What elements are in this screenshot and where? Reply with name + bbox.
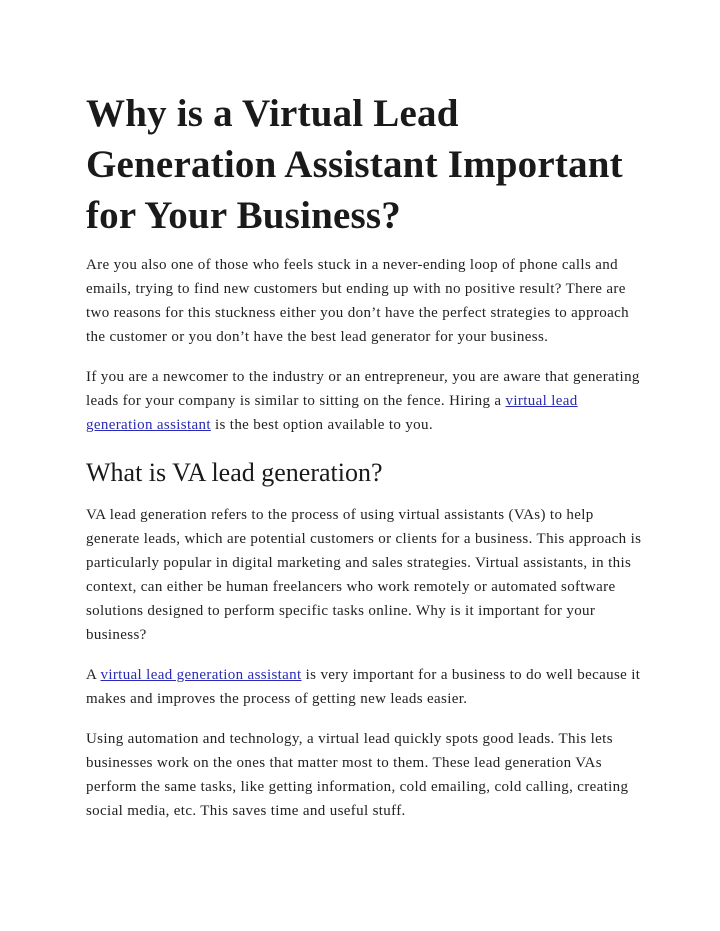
paragraph-hiring-text-after: is the best option available to you. [210, 417, 433, 433]
paragraph-va-definition: VA lead generation refers to the process of using virtual assistants (VAs) to help generate leads, which are potential customers or clients for a business. This approach is particularly popular in digital marketing and sales strategies. Virtual assistants, in this context, can either be human freelancers who work remotely or automated software solutions designed to perform specific tasks online. Why is it important for your business? [86, 507, 642, 643]
virtual-lead-generation-assistant-link[interactable]: virtual lead generation assistant [86, 393, 578, 433]
paragraph-importance-text-before: A [86, 667, 101, 683]
document-page [86, 88, 642, 839]
intro-paragraph: Are you also one of those who feels stuck in a never-ending loop of phone calls and emails, trying to find new customers but ending up with no positive result? There are two reasons for this stuckness either you don’t have the perfect strategies to approach the customer or you don’t have the best lead generator for your business. [86, 257, 629, 345]
paragraph-importance-text-after: is very important for a business to do well because it makes and improves the process of getting new leads easier. [86, 667, 641, 707]
section-heading-va-lead-generation: What is VA lead generation? [86, 458, 383, 487]
article-title: Why is a Virtual Lead Generation Assistant Important for Your Business? [86, 92, 623, 237]
paragraph-hiring [86, 365, 642, 437]
paragraph-importance [86, 663, 642, 711]
paragraph-hiring-text-before: If you are a newcomer to the industry or an entrepreneur, you are aware that generating leads for your company is similar to sitting on the fence. Hiring a [86, 369, 640, 409]
paragraph-automation: Using automation and technology, a virtual lead quickly spots good leads. This lets businesses work on the ones that matter most to them. These lead generation VAs perform the same tasks, like getting information, cold emailing, cold calling, creating social media, etc. This saves time and useful stuff. [86, 731, 629, 819]
virtual-lead-generation-assistant-link-2[interactable]: virtual lead generation assistant [100, 667, 302, 683]
